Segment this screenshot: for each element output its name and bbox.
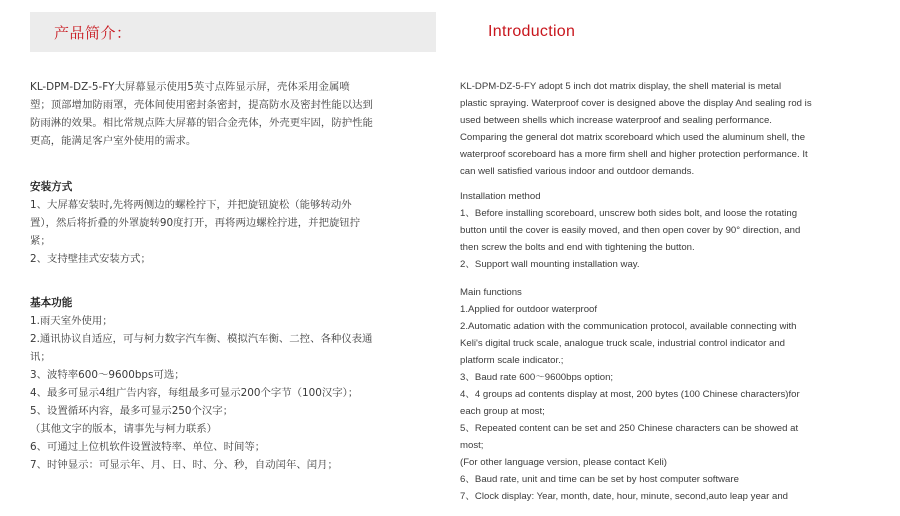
english-install-section (460, 188, 874, 273)
chinese-header-title: 产品简介： (54, 23, 132, 42)
english-functions-title: Main functions (460, 287, 522, 298)
english-intro-line: can well satisfied various indoor and outdoor demands. (460, 166, 695, 177)
chinese-install-line: 1、大屏幕安装时,先将两侧边的螺栓拧下，并把旋钮旋松（能够转动外 (30, 199, 352, 211)
english-intro-line: plastic spraying. Waterproof cover is designed above the display And sealing rod is (460, 98, 812, 109)
english-intro-paragraph (460, 78, 874, 180)
chinese-intro-paragraph (30, 78, 440, 150)
english-section-header (460, 12, 874, 52)
chinese-function-line: 7、时钟显示：可显示年、月、日、时、分、秒，自动闰年、闰月； (30, 459, 338, 471)
english-function-line: most; (460, 440, 484, 451)
chinese-function-line: 5、设置循环内容，最多可显示250个汉字； (30, 405, 234, 417)
english-function-line: 3、Baud rate 600～9600bps option; (460, 372, 614, 383)
english-function-line: each group at most; (460, 406, 545, 417)
chinese-install-line: 置），然后将折叠的外罩旋转90度打开，再将两边螺栓拧进，并把旋钮拧 (30, 217, 361, 229)
chinese-function-line: 6、可通过上位机软件设置波特率、单位、时间等； (30, 441, 266, 453)
chinese-function-line: 3、波特率600～9600bps可选； (30, 369, 185, 381)
english-intro-line: waterproof scoreboard has a more firm shell and higher protection performance. It (460, 149, 808, 160)
english-intro-line: used between shells which increase waterproof and sealing performance. (460, 115, 772, 126)
chinese-install-section (30, 178, 440, 268)
chinese-function-line: 1.雨天室外使用； (30, 315, 113, 327)
chinese-section-header (30, 12, 436, 52)
english-install-line: 1、Before installing scoreboard, unscrew both sides bolt, and loose the rotating (460, 208, 798, 219)
chinese-install-title: 安装方式 (30, 181, 73, 193)
chinese-functions-title: 基本功能 (30, 297, 73, 309)
chinese-functions-lines (30, 312, 440, 474)
english-header-title: Introduction (488, 23, 576, 40)
english-function-line: 5、Repeated content can be set and 250 Chinese characters can be showed at (460, 423, 799, 434)
chinese-install-lines (30, 196, 440, 268)
english-function-line: 1.Applied for outdoor waterproof (460, 304, 598, 315)
english-install-title: Installation method (460, 191, 541, 202)
english-function-line: 7、Clock display: Year, month, date, hour, minute, second,auto leap year and (460, 491, 788, 502)
english-intro-line: KL-DPM-DZ-5-FY adopt 5 inch dot matrix display, the shell material is metal (460, 81, 782, 92)
english-install-line: button until the cover is easily moved, and then open cover by 90° direction, and (460, 225, 801, 236)
chinese-intro-line: 塑；顶部增加防雨罩，壳体间使用密封条密封，提高防水及密封性能以达到 (30, 99, 373, 111)
chinese-function-line: （其他文字的版本，请事先与柯力联系） (30, 423, 218, 435)
chinese-intro-line: KL-DPM-DZ-5-FY大屏幕显示使用5英寸点阵显示屏，壳体采用金属喷 (30, 81, 350, 93)
english-functions-section (460, 284, 874, 505)
english-install-line: 2、Support wall mounting installation way. (460, 259, 640, 270)
english-function-line: (For other language version, please contact Keli) (460, 457, 667, 468)
chinese-function-line: 4、最多可显示4组广告内容，每组最多可显示200个字节（100汉字）； (30, 387, 359, 399)
english-functions-lines (460, 301, 874, 505)
chinese-functions-section (30, 294, 440, 474)
chinese-install-line: 紧； (30, 235, 51, 247)
chinese-function-line: 讯； (30, 351, 51, 363)
english-function-line: Keli's digital truck scale, analogue truck scale, industrial control indicator and (460, 338, 785, 349)
english-intro-line: Comparing the general dot matrix scoreboard which used the aluminum shell, the (460, 132, 806, 143)
chinese-install-line: 2、支持壁挂式安装方式； (30, 253, 151, 265)
english-install-lines (460, 205, 874, 273)
english-install-line: then screw the bolts and end with tightening the button. (460, 242, 695, 253)
chinese-function-line: 2.通讯协议自适应，可与柯力数字汽车衡、模拟汽车衡、二控、各种仪表通 (30, 333, 373, 345)
chinese-intro-line: 防雨淋的效果。相比常规点阵大屏幕的铝合金壳体，外壳更牢固，防护性能 (30, 117, 373, 129)
english-function-line: 4、4 groups ad contents display at most, 200 bytes (100 Chinese characters)for (460, 389, 800, 400)
english-function-line: 2.Automatic adation with the communication protocol, available connecting with (460, 321, 797, 332)
english-function-line: platform scale indicator.; (460, 355, 564, 366)
english-function-line: 6、Baud rate, unit and time can be set by host computer software (460, 474, 739, 485)
chinese-intro-line: 更高，能满足客户室外使用的需求。 (30, 135, 197, 147)
